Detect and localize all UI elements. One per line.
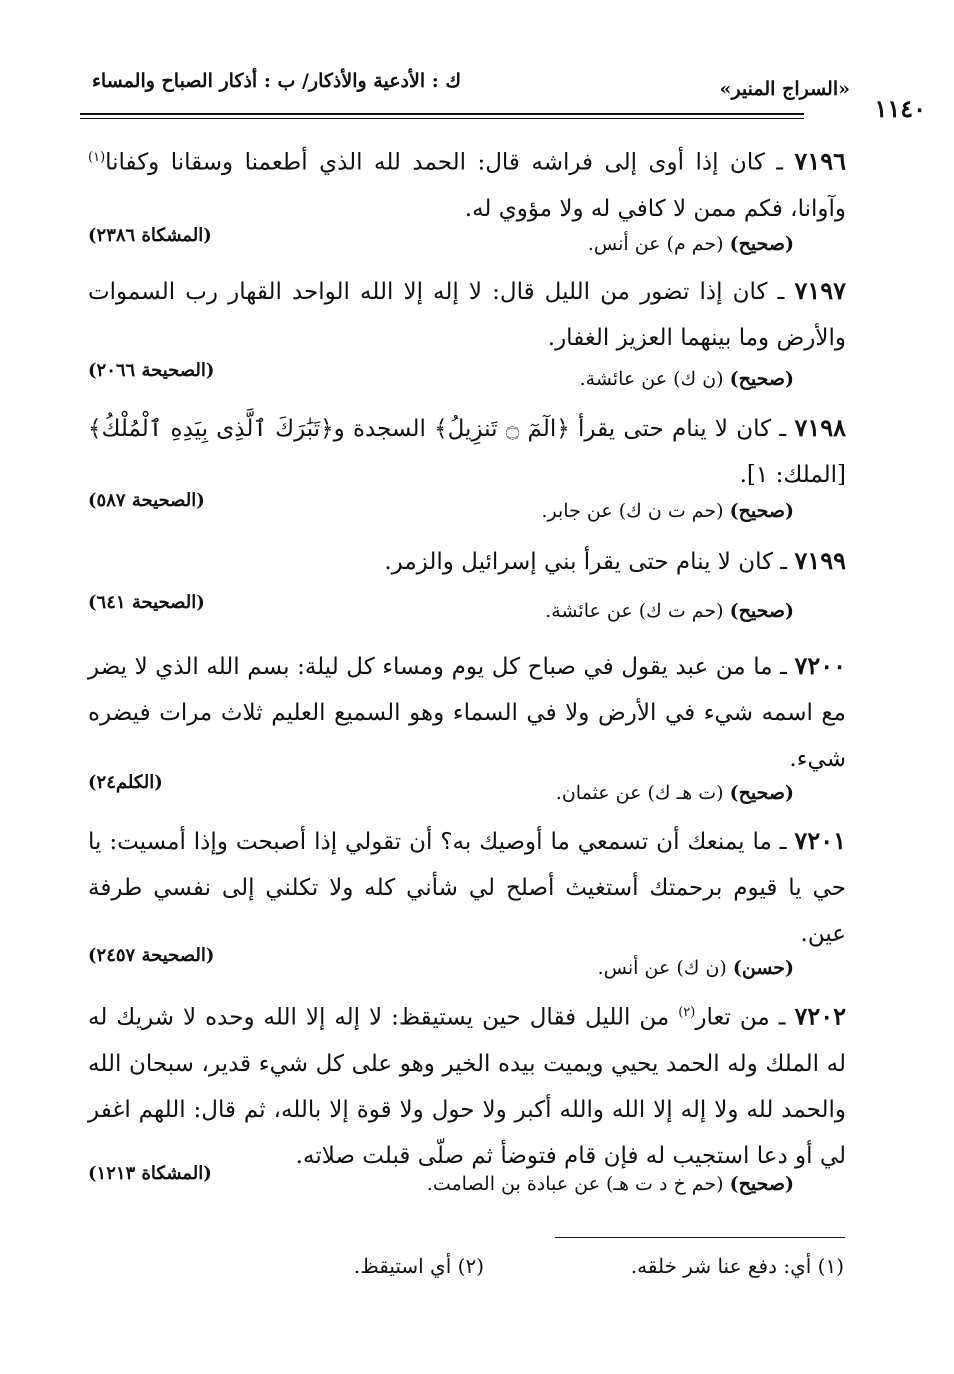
book-title: «السراج المنير» bbox=[719, 78, 850, 100]
hadith-number: ٧١٩٧ bbox=[794, 276, 846, 305]
footnote-1: (١) أي: دفع عنا شر خلقه. bbox=[630, 1254, 844, 1278]
hadith-number: ٧١٩٨ bbox=[794, 413, 846, 442]
hadith-number: ٧٢٠٢ bbox=[794, 1001, 847, 1031]
hadith-number: ٧٢٠٠ bbox=[794, 651, 846, 680]
hadith-7199-grade: (صحيح) (حم ت ك) عن عائشة. (الصحيحة ٦٤١) bbox=[88, 592, 794, 622]
reference: (الكلم٢٤) bbox=[88, 772, 163, 793]
hadith-7196 bbox=[88, 135, 846, 232]
footnote-rule bbox=[555, 1237, 845, 1238]
hadith-7202: ٧٢٠٢ ـ من تعار$^{(٢)}$ من الليل فقال حين يستيقظ: لا إله إلا الله وحده لا شريك له له الملك وله الحمد يحيي ويميت بيده الخير وهو على كل شيء قدير، سبحان الله والحمد لله ولا إله إلا الله والله أكبر ولا حول ولا قوة إلا بالله، ثم قال: اللهم اغفر لي أو دعا استجيب له فإن قام فتوضأ ثم صلّى قبلت صلاته. bbox=[88, 1001, 847, 1169]
hadith-number: ٧١٩٩ bbox=[794, 546, 846, 575]
hadith-7196-grade: (صحيح) (حم م) عن أنس. (المشكاة ٢٣٨٦) bbox=[88, 225, 794, 255]
hadith-7200: ٧٢٠٠ ـ ما من عبد يقول في صباح كل يوم ومساء كل ليلة: بسم الله الذي لا يضر مع اسمه شيء في الأرض ولا في السماء وهو السميع العليم ثلاث مرات فيضره شيء. bbox=[88, 651, 846, 772]
reference: (المشكاة ١٢١٣) bbox=[88, 1163, 212, 1184]
hadith-number: ٧١٩٦ bbox=[794, 146, 846, 176]
reference: (المشكاة ٢٣٨٦) bbox=[88, 225, 212, 246]
hadith-7198: ٧١٩٨ ـ كان لا ينام حتى يقرأ ﴿الٓمٓ ۝ تَنزِيلُ﴾ السجدة و﴿تَبَٰرَكَ ٱلَّذِى بِيَدِهِ ٱلْمُلْكُ﴾ [الملك: ١]. bbox=[88, 413, 846, 488]
reference: (الصحيحة ٦٤١) bbox=[88, 592, 205, 613]
hadith-7201: ٧٢٠١ ـ ما يمنعك أن تسمعي ما أوصيك به؟ أن تقولي إذا أصبحت وإذا أمسيت: يا حي يا قيوم برحمتك أستغيث أصلح لي شأني كله ولا تكلني إلى نفسي طرفة عين. bbox=[88, 826, 846, 947]
reference: (الصحيحة ٢٤٥٧) bbox=[88, 945, 215, 966]
hadith-number: ٧٢٠١ bbox=[794, 826, 846, 855]
page-header bbox=[92, 70, 926, 123]
hadith-7200-grade: (صحيح) (ت هـ ك) عن عثمان. (الكلم٢٤) bbox=[88, 772, 794, 804]
chapter-title: ك : الأدعية والأذكار/ ب : أذكار الصباح والمساء bbox=[92, 70, 462, 92]
footnote-2: (٢) أي استيقظ. bbox=[353, 1254, 484, 1278]
header-rule-thin bbox=[80, 118, 804, 119]
hadith-7197-grade: (صحيح) (ن ك) عن عائشة. (الصحيحة ٢٠٦٦) bbox=[88, 360, 794, 390]
hadith-7201-grade: (حسن) (ن ك) عن أنس. (الصحيحة ٢٤٥٧) bbox=[88, 945, 794, 979]
header-rule bbox=[80, 113, 804, 115]
footnote-marker: (٢) bbox=[678, 1005, 696, 1020]
hadith-7197: ٧١٩٧ ـ كان إذا تضور من الليل قال: لا إله إلا الله الواحد القهار رب السموات والأرض وما بينهما العزيز الغفار. bbox=[88, 276, 846, 351]
hadith-7199: ٧١٩٩ ـ كان لا ينام حتى يقرأ بني إسرائيل والزمر. bbox=[384, 546, 846, 575]
page-number: ١١٤٠ bbox=[874, 94, 926, 123]
footnote-marker: (١) bbox=[88, 150, 106, 165]
reference: (الصحيحة ٢٠٦٦) bbox=[88, 360, 215, 381]
hadith-7202-grade: (صحيح) (حم خ د ت هـ) عن عبادة بن الصامت. (المشكاة ١٢١٣) bbox=[88, 1163, 794, 1195]
hadith-text: ٧١٩٦ ـ كان إذا أوى إلى فراشه قال: الحمد لله الذي أطعمنا وسقانا وكفانا$^{(١)}$ وآوانا، فكم ممن لا كافي له ولا مؤوي له. bbox=[88, 146, 846, 222]
reference: (الصحيحة ٥٨٧) bbox=[88, 490, 205, 511]
hadith-7198-grade: (صحيح) (حم ت ن ك) عن جابر. (الصحيحة ٥٨٧) bbox=[88, 490, 794, 522]
